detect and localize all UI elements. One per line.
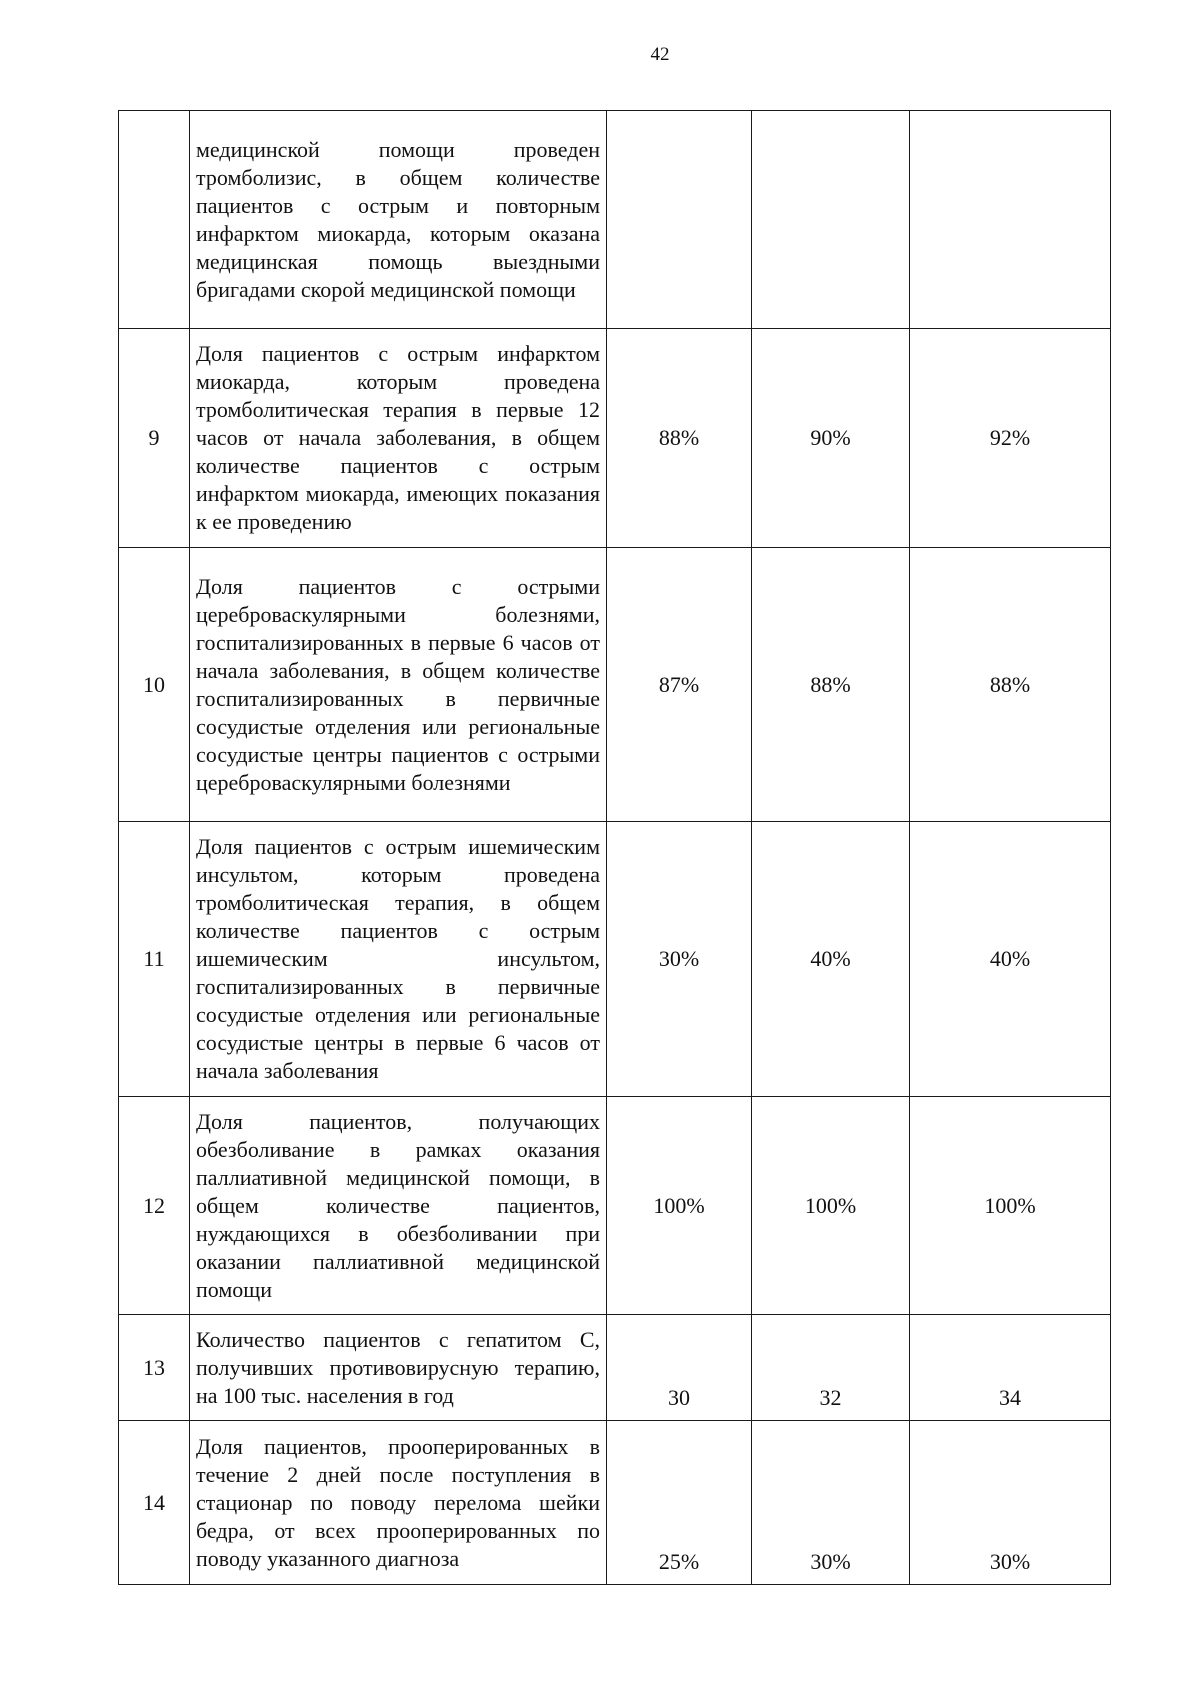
value-year-3: 34 (910, 1315, 1111, 1421)
indicator-description: Доля пациентов с острыми цереброваскулярными болезнями, госпитализированных в первые 6 часов от начала заболевания, в общем количестве госпитализированных в первичные сосудистые отделения или региональные сосудистые центры пациентов с острыми цереброваскулярными болезнями (190, 548, 607, 822)
indicators-table (118, 110, 1111, 1585)
table-row (119, 111, 1111, 329)
value-year-1: 88% (607, 329, 752, 548)
indicator-description: Доля пациентов с острым инфарктом миокарда, которым проведена тромболитическая терапия в первые 12 часов от начала заболевания, в общем количестве пациентов с острым инфарктом миокарда, имеющих показания к ее проведению (190, 329, 607, 548)
value-year-3: 92% (910, 329, 1111, 548)
value-year-2 (752, 111, 910, 329)
value-year-1: 25% (607, 1421, 752, 1585)
value-year-2: 32 (752, 1315, 910, 1421)
row-number: 10 (119, 548, 190, 822)
page-number: 42 (650, 44, 670, 65)
indicator-description: Доля пациентов, получающих обезболивание в рамках оказания паллиативной медицинской помощи, в общем количестве пациентов, нуждающихся в обезболивании при оказании паллиативной медицинской помощи (190, 1097, 607, 1315)
table-row (119, 329, 1111, 548)
value-year-3: 100% (910, 1097, 1111, 1315)
value-year-3: 30% (910, 1421, 1111, 1585)
value-year-2: 40% (752, 822, 910, 1097)
value-year-3 (910, 111, 1111, 329)
indicator-description: Доля пациентов, прооперированных в течение 2 дней после поступления в стационар по поводу перелома шейки бедра, от всех прооперированных по поводу указанного диагноза (190, 1421, 607, 1585)
indicator-description: Количество пациентов с гепатитом С, получивших противовирусную терапию, на 100 тыс. населения в год (190, 1315, 607, 1421)
row-number: 9 (119, 329, 190, 548)
value-year-2: 88% (752, 548, 910, 822)
value-year-1 (607, 111, 752, 329)
table-row (119, 1097, 1111, 1315)
row-number: 11 (119, 822, 190, 1097)
row-number: 12 (119, 1097, 190, 1315)
value-year-1: 100% (607, 1097, 752, 1315)
row-number: 14 (119, 1421, 190, 1585)
value-year-1: 30 (607, 1315, 752, 1421)
value-year-2: 100% (752, 1097, 910, 1315)
table-row (119, 1421, 1111, 1585)
value-year-2: 90% (752, 329, 910, 548)
table-row (119, 1315, 1111, 1421)
value-year-2: 30% (752, 1421, 910, 1585)
value-year-3: 40% (910, 822, 1111, 1097)
row-number (119, 111, 190, 329)
table-row (119, 822, 1111, 1097)
indicator-description: медицинской помощи проведен тромболизис, в общем количестве пациентов с острым и повторным инфарктом миокарда, которым оказана медицинская помощь выездными бригадами скорой медицинской помощи (190, 111, 607, 329)
value-year-3: 88% (910, 548, 1111, 822)
value-year-1: 30% (607, 822, 752, 1097)
indicator-description: Доля пациентов с острым ишемическим инсультом, которым проведена тромболитическая терапия, в общем количестве пациентов с острым ишемическим инсультом, госпитализированных в первичные сосудистые отделения или региональные сосудистые центры в первые 6 часов от начала заболевания (190, 822, 607, 1097)
row-number: 13 (119, 1315, 190, 1421)
table-row (119, 548, 1111, 822)
value-year-1: 87% (607, 548, 752, 822)
